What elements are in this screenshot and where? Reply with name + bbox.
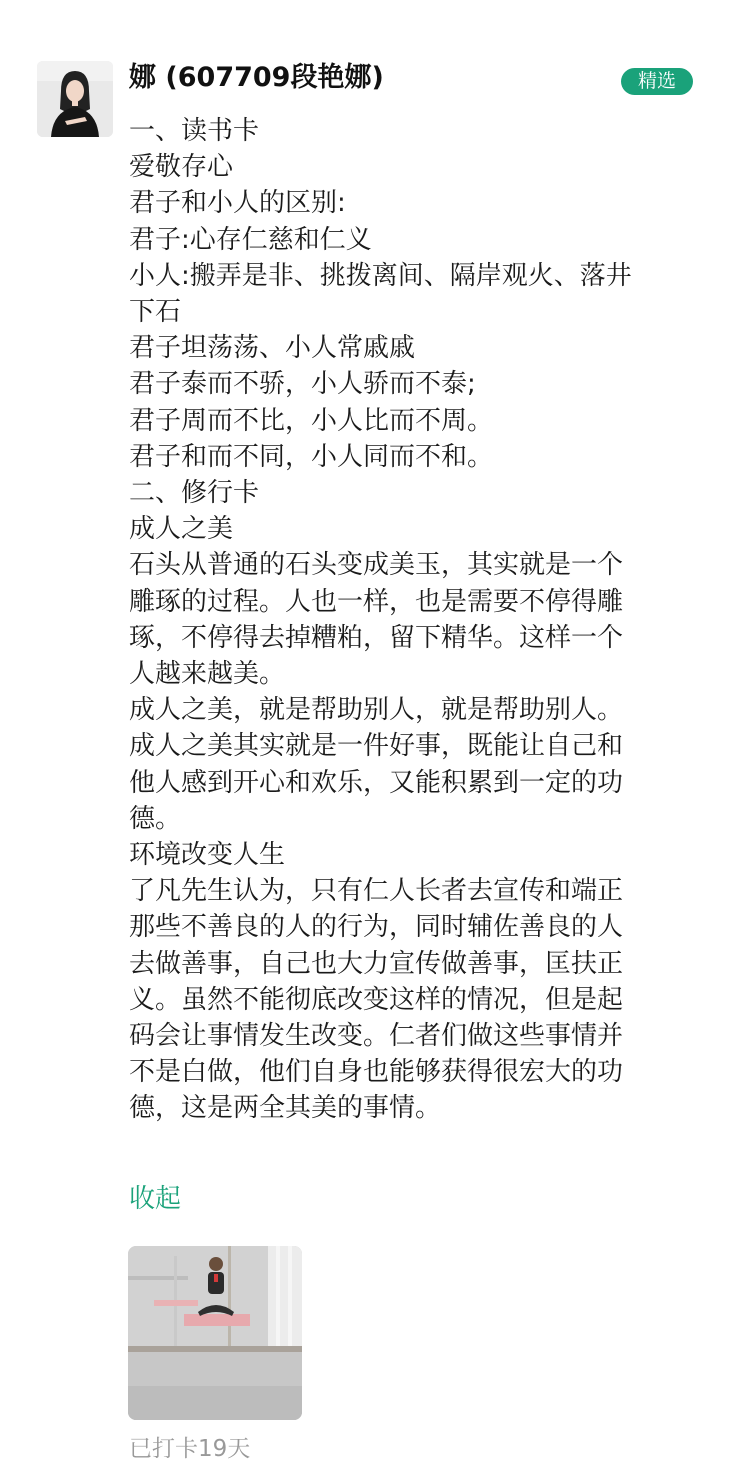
post-line: 成人之美 xyxy=(129,514,234,545)
post-line: 君子:心存仁慈和仁义 xyxy=(129,224,372,255)
post-line: 君子和小人的区别: xyxy=(129,188,346,219)
post-line: 德。 xyxy=(129,803,182,834)
post-line: 码会让事情发生改变。仁者们做这些事情并 xyxy=(129,1021,624,1052)
post-line: 成人之美，就是帮助别人，就是帮助别人。 xyxy=(129,695,624,726)
post-line: 石头从普通的石头变成美玉，其实就是一个 xyxy=(129,550,624,581)
collapse-button[interactable]: 收起 xyxy=(129,1184,182,1214)
post-body xyxy=(129,113,704,1127)
post-line: 成人之美其实就是一件好事，既能让自己和 xyxy=(129,731,624,762)
post-line: 了凡先生认为，只有仁人长者去宣传和端正 xyxy=(129,876,624,907)
post-line: 小人:搬弄是非、挑拨离间、隔岸观火、落井 xyxy=(129,260,632,291)
post-line: 去做善事，自己也大力宣传做善事，匡扶正 xyxy=(129,948,624,979)
post-line: 二、修行卡 xyxy=(129,478,260,509)
post-photo[interactable] xyxy=(128,1246,302,1420)
checkin-days: 已打卡19天 xyxy=(129,1436,251,1462)
post-line: 君子泰而不骄，小人骄而不泰; xyxy=(129,369,476,400)
author-avatar[interactable] xyxy=(37,61,113,137)
post-line: 德，这是两全其美的事情。 xyxy=(129,1093,442,1124)
post-line: 那些不善良的人的行为，同时辅佐善良的人 xyxy=(129,912,624,943)
post-line: 不是白做，他们自身也能够获得很宏大的功 xyxy=(129,1057,624,1088)
post-line: 一、读书卡 xyxy=(129,116,260,146)
post-line: 他人感到开心和欢乐，又能积累到一定的功 xyxy=(129,767,624,798)
post-line: 人越来越美。 xyxy=(129,659,286,690)
avatar-portrait-icon xyxy=(37,61,113,137)
post-line: 君子坦荡荡、小人常戚戚 xyxy=(129,333,416,364)
post-line: 环境改变人生 xyxy=(129,840,286,871)
post-line: 雕琢的过程。人也一样，也是需要不停得雕 xyxy=(129,586,624,617)
post-line: 君子周而不比，小人比而不周。 xyxy=(129,405,494,436)
post-line: 义。虽然不能彻底改变这样的情况，但是起 xyxy=(129,984,624,1015)
featured-badge: 精选 xyxy=(621,68,693,95)
post-line: 琢，不停得去掉糟粕，留下精华。这样一个 xyxy=(129,622,624,653)
author-name[interactable]: 娜 (607709段艳娜) xyxy=(129,62,384,93)
post-line: 下石 xyxy=(129,297,182,328)
post-line: 君子和而不同，小人同而不和。 xyxy=(129,441,494,472)
yoga-photo-thumbnail-icon xyxy=(128,1246,302,1420)
post-line: 爱敬存心 xyxy=(129,152,234,183)
